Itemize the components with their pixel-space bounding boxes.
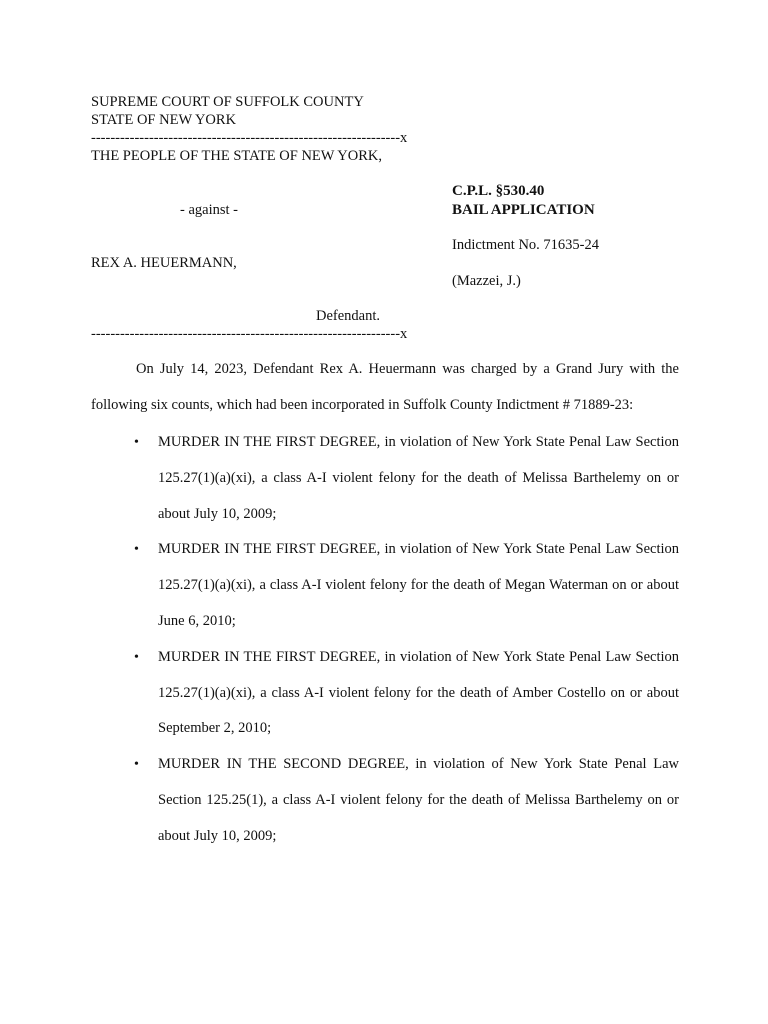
bullet-icon: • [134,542,139,558]
defendant-label: Defendant. [316,308,381,324]
count-text: MURDER IN THE FIRST DEGREE, in violation of New York State Penal Law Section 125.27(1)(a)(xi), a class A-I violent felony for the death of Melissa Barthelemy on or about July 10, 2009; [158,434,679,522]
bullet-icon: • [134,649,139,665]
court-name: SUPREME COURT OF SUFFOLK COUNTY [91,94,364,110]
count-text: MURDER IN THE FIRST DEGREE, in violation of New York State Penal Law Section 125.27(1)(a)(xi), a class A-I violent felony for the death of Amber Costello on or about September 2, 2010; [158,648,679,737]
against-text: - against - [180,202,238,218]
bullet-icon: • [134,757,139,773]
count-text: MURDER IN THE FIRST DEGREE, in violation of New York State Penal Law Section 125.27(1)(a)(xi), a class A-I violent felony for the death of Megan Waterman on or about June 6, 2010; [158,541,679,629]
statute-citation: C.P.L. §530.40 [452,183,545,199]
list-item [91,640,679,747]
intro-paragraph-text: On July 14, 2023, Defendant Rex A. Heuermann was charged by a Grand Jury with the following six counts, which had been incorporated in Suffolk County Indictment # 71889-23: [91,361,679,413]
bullet-icon: • [134,435,139,450]
indictment-number: Indictment No. 71635-24 [452,237,599,253]
counts-list [91,425,679,855]
caption-divider-top: ----------------------------------------------------------------x [91,130,408,146]
defendant-name: REX A. HEUERMANN, [91,255,237,271]
list-item [91,747,679,854]
count-text: MURDER IN THE SECOND DEGREE, in violation of New York State Penal Law Section 125.25(1), a class A-I violent felony for the death of Melissa Barthelemy on or about July 10, 2009; [158,756,679,844]
plaintiff-name: THE PEOPLE OF THE STATE OF NEW YORK, [91,148,382,164]
list-item [91,425,679,532]
judge-name: (Mazzei, J.) [452,273,521,289]
list-item [91,532,679,639]
caption-divider-bottom: ----------------------------------------------------------------x [91,326,408,342]
document-type: BAIL APPLICATION [452,202,595,218]
court-state: STATE OF NEW YORK [91,112,237,128]
intro-paragraph [91,352,679,423]
